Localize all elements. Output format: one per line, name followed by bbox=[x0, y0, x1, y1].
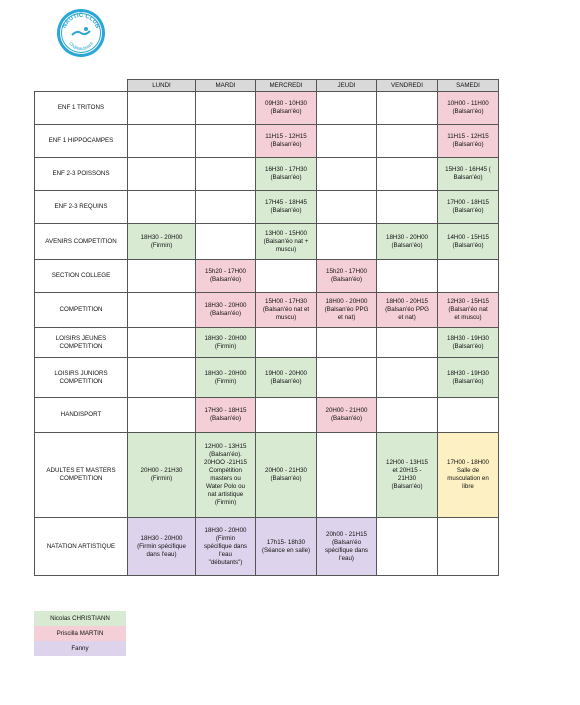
session-cell: 20H00 - 21H30 (Firmin) bbox=[128, 433, 196, 518]
legend-item: Priscilla MARTIN bbox=[34, 626, 126, 641]
session-cell bbox=[377, 260, 438, 293]
session-cell: 15h20 - 17H00 (Balsan'éo) bbox=[317, 260, 377, 293]
session-cell: 18H30 - 20H00 (Firmin) bbox=[128, 224, 196, 260]
session-cell bbox=[317, 433, 377, 518]
session-cell bbox=[377, 158, 438, 191]
group-label: ENF 1 HIPPOCAMPES bbox=[35, 125, 128, 158]
session-cell: 15h20 - 17H00 (Balsan'éo) bbox=[196, 260, 256, 293]
session-cell bbox=[256, 260, 317, 293]
group-label: AVENIRS COMPETITION bbox=[35, 224, 128, 260]
session-cell bbox=[196, 92, 256, 125]
session-cell bbox=[128, 260, 196, 293]
session-cell: 18H30 - 20H00 (Firmin spécifique dans l'eau "débutants") bbox=[196, 518, 256, 576]
svg-text:Châteaubriant: Châteaubriant bbox=[68, 40, 94, 52]
session-cell bbox=[377, 125, 438, 158]
schedule-table bbox=[34, 79, 499, 576]
club-logo bbox=[56, 8, 106, 58]
session-cell bbox=[256, 398, 317, 433]
session-cell bbox=[196, 191, 256, 224]
session-cell: 17H00 - 18H00 Salle de musculation en libre bbox=[438, 433, 499, 518]
session-cell: 20h00 - 21H15 (Balsan'éo spécifique dans l'eau) bbox=[317, 518, 377, 576]
session-cell: 19H00 - 20H00 (Balsan'éo) bbox=[256, 358, 317, 398]
session-cell: 16H30 - 17H30 (Balsan'éo) bbox=[256, 158, 317, 191]
session-cell: 18H30 - 20H00 (Firmin) bbox=[196, 328, 256, 358]
group-label: ENF 2-3 REQUINS bbox=[35, 191, 128, 224]
session-cell bbox=[128, 125, 196, 158]
session-cell bbox=[196, 125, 256, 158]
schedule-row bbox=[35, 125, 499, 158]
schedule-row bbox=[35, 224, 499, 260]
session-cell bbox=[317, 224, 377, 260]
session-cell: 20H00 - 21H00 (Balsan'éo) bbox=[317, 398, 377, 433]
club-logo-graphic bbox=[56, 8, 106, 58]
legend-row bbox=[34, 611, 126, 626]
session-cell bbox=[317, 191, 377, 224]
session-cell: 09H30 - 10H30 (Balsan'éo) bbox=[256, 92, 317, 125]
schedule-row bbox=[35, 92, 499, 125]
group-label: SECTION COLLEGE bbox=[35, 260, 128, 293]
legend-item: Nicolas CHRISTIANN bbox=[34, 611, 126, 626]
session-cell bbox=[377, 191, 438, 224]
session-cell bbox=[317, 158, 377, 191]
session-cell: 18H30 - 20H00 (Balsan'éo) bbox=[196, 293, 256, 328]
group-label: HANDISPORT bbox=[35, 398, 128, 433]
schedule-row bbox=[35, 328, 499, 358]
day-header: JEUDI bbox=[317, 80, 377, 92]
session-cell: 10H00 - 11H00 (Balsan'éo) bbox=[438, 92, 499, 125]
day-header: LUNDI bbox=[128, 80, 196, 92]
session-cell bbox=[438, 260, 499, 293]
session-cell bbox=[377, 358, 438, 398]
session-cell bbox=[317, 125, 377, 158]
session-cell: 13H00 - 15H00 (Balsan'éo nat + muscu) bbox=[256, 224, 317, 260]
session-cell: 17H30 - 18H15 (Balsan'éo) bbox=[196, 398, 256, 433]
session-cell: 14H00 - 15H15 (Balsan'éo) bbox=[438, 224, 499, 260]
session-cell bbox=[128, 358, 196, 398]
session-cell: 12H00 - 13H15 (Balsan'éo). 20HOO -21H15 Compétition masters ou Water Polo ou nat artistique (Firmin) bbox=[196, 433, 256, 518]
session-cell bbox=[317, 92, 377, 125]
legend-item: Fanny bbox=[34, 641, 126, 656]
day-header-row bbox=[35, 80, 499, 92]
group-label: ADULTES ET MASTERS COMPETITION bbox=[35, 433, 128, 518]
session-cell: 15H00 - 17H30 (Balsan'éo nat et muscu) bbox=[256, 293, 317, 328]
day-header: MARDI bbox=[196, 80, 256, 92]
session-cell: 18H00 - 20H00 (Balsan'éo PPG et nat) bbox=[317, 293, 377, 328]
session-cell bbox=[438, 398, 499, 433]
schedule-row bbox=[35, 260, 499, 293]
group-label: LOISIRS JEUNES COMPETITION bbox=[35, 328, 128, 358]
session-cell bbox=[256, 328, 317, 358]
day-header: MERCREDI bbox=[256, 80, 317, 92]
group-label: ENF 2-3 POISSONS bbox=[35, 158, 128, 191]
session-cell: 11H15 - 12H15 (Balsan'éo) bbox=[256, 125, 317, 158]
session-cell bbox=[377, 518, 438, 576]
session-cell bbox=[377, 92, 438, 125]
session-cell bbox=[128, 328, 196, 358]
schedule-row bbox=[35, 293, 499, 328]
schedule-row bbox=[35, 158, 499, 191]
session-cell: 17h15- 18h30 (Séance en salle) bbox=[256, 518, 317, 576]
session-cell bbox=[317, 358, 377, 398]
session-cell bbox=[196, 158, 256, 191]
session-cell bbox=[128, 191, 196, 224]
session-cell: 20H00 - 21H30 (Balsan'éo) bbox=[256, 433, 317, 518]
schedule-row bbox=[35, 433, 499, 518]
corner-cell bbox=[35, 80, 128, 92]
group-label: LOISIRS JUNIORS COMPETITION bbox=[35, 358, 128, 398]
svg-text:NAUTIC CLUB: NAUTIC CLUB bbox=[61, 13, 101, 30]
schedule-row bbox=[35, 191, 499, 224]
session-cell: 17H00 - 18H15 (Balsan'éo) bbox=[438, 191, 499, 224]
day-header: SAMEDI bbox=[438, 80, 499, 92]
session-cell: 18H00 - 20H15 (Balsan'éo PPG et nat) bbox=[377, 293, 438, 328]
coach-legend bbox=[34, 611, 126, 656]
session-cell: 15H30 - 16H45 ( Balsan'éo) bbox=[438, 158, 499, 191]
schedule-row bbox=[35, 398, 499, 433]
session-cell bbox=[128, 158, 196, 191]
session-cell bbox=[196, 224, 256, 260]
group-label: COMPETITION bbox=[35, 293, 128, 328]
session-cell: 18H30 - 19H30 (Balsan'éo) bbox=[438, 328, 499, 358]
schedule-row bbox=[35, 358, 499, 398]
day-header: VENDREDI bbox=[377, 80, 438, 92]
session-cell bbox=[128, 398, 196, 433]
schedule-row bbox=[35, 518, 499, 576]
session-cell: 18H30 - 20H00 (Firmin spécifique dans l'eau) bbox=[128, 518, 196, 576]
legend-row bbox=[34, 626, 126, 641]
session-cell: 17H45 - 18H45 (Balsan'éo) bbox=[256, 191, 317, 224]
session-cell bbox=[377, 398, 438, 433]
session-cell: 12H00 - 13H15 et 20H15 - 21H30 (Balsan'éo) bbox=[377, 433, 438, 518]
session-cell: 12H30 - 15H15 (Balsan'éo nat et muscu) bbox=[438, 293, 499, 328]
session-cell: 18H30 - 19H30 (Balsan'éo) bbox=[438, 358, 499, 398]
session-cell: 18H30 - 20H00 (Firmin) bbox=[196, 358, 256, 398]
session-cell bbox=[377, 328, 438, 358]
legend-row bbox=[34, 641, 126, 656]
session-cell: 11H15 - 12H15 (Balsan'éo) bbox=[438, 125, 499, 158]
session-cell bbox=[128, 293, 196, 328]
session-cell: 18H30 - 20H00 (Balsan'éo) bbox=[377, 224, 438, 260]
session-cell bbox=[128, 92, 196, 125]
group-label: NATATION ARTISTIQUE bbox=[35, 518, 128, 576]
group-label: ENF 1 TRITONS bbox=[35, 92, 128, 125]
session-cell bbox=[317, 328, 377, 358]
session-cell bbox=[438, 518, 499, 576]
